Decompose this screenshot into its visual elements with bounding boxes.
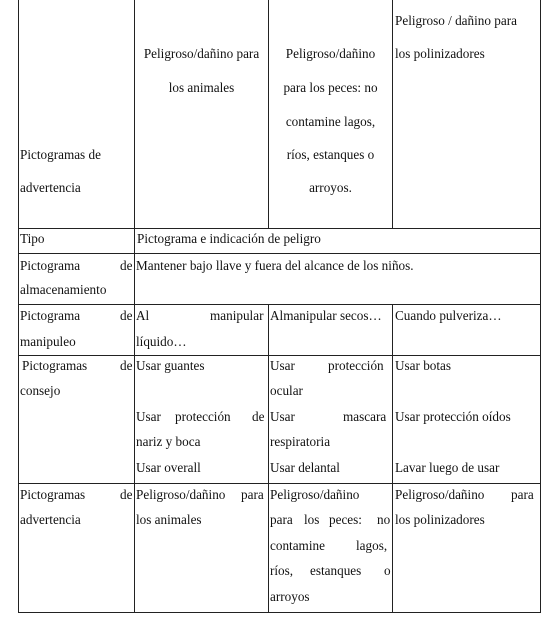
table-border-right [540, 0, 541, 613]
table-border-bottom [18, 612, 541, 613]
almacenamiento-label-c: almacenamiento [20, 282, 107, 297]
top-col3-line2: para los peces: no [283, 80, 378, 95]
consejo-label-a: Pictogramas [22, 358, 88, 373]
consejo-col3-r3: Usar delantal [270, 460, 340, 475]
advertencia-label-c: advertencia [20, 512, 81, 527]
advertencia-label-a: Pictogramas [20, 487, 86, 502]
advertencia-col3-l1: Peligroso/dañino [270, 487, 360, 502]
manipuleo-col2-c: líquido… [136, 334, 187, 349]
consejo-label-b: de [120, 358, 133, 373]
consejo-col2-r3: Usar overall [136, 460, 201, 475]
advertencia-col3-l3-b: lagos, [356, 538, 388, 553]
top-label-line1: Pictogramas de [20, 147, 101, 162]
consejo-col3-r1-b: protección [328, 358, 384, 373]
consejo-col4-r3: Lavar luego de usar [395, 460, 500, 475]
column-divider-3 [392, 0, 393, 228]
column-divider-2b [268, 304, 269, 613]
advertencia-col3-l4-a: ríos, [270, 563, 294, 578]
top-col2-line1: Peligroso/dañino para [143, 46, 260, 61]
advertencia-col2-b: para [241, 487, 264, 502]
almacenamiento-label-b: de [120, 258, 133, 273]
advertencia-col4-a: Peligroso/dañino [395, 487, 485, 502]
consejo-col3-r2-a: Usar [270, 409, 295, 424]
top-col3-line4: ríos, estanques o [286, 147, 375, 162]
top-label-line2: advertencia [20, 180, 81, 195]
advertencia-label-b: de [120, 487, 133, 502]
consejo-col2-r1: Usar guantes [136, 358, 205, 373]
consejo-col3-r1-a: Usar [270, 358, 295, 373]
consejo-col2-r2-b: protección [175, 409, 231, 424]
advertencia-col3-l3-a: contamine [270, 538, 325, 553]
consejo-col2-r2-d: nariz y boca [136, 434, 201, 449]
manipuleo-col2-b: manipular [210, 308, 264, 323]
almacenamiento-value: Mantener bajo llave y fuera del alcance de los niños. [136, 258, 414, 273]
consejo-col3-r2-b: mascara [343, 409, 387, 424]
top-col2-line2: los animales [168, 80, 235, 95]
column-divider-3b [392, 304, 393, 613]
top-col4-line1: Peligroso / dañino para [395, 13, 517, 28]
advertencia-col3-l2-a: para [270, 512, 293, 527]
tipo-value: Pictograma e indicación de peligro [137, 231, 321, 246]
manipuleo-label-c: manipuleo [20, 334, 76, 349]
manipuleo-label-a: Pictograma [20, 308, 81, 323]
manipuleo-col3: Almanipular secos… [270, 308, 382, 323]
advertencia-col3-l2-b: los [304, 512, 320, 527]
manipuleo-label-b: de [120, 308, 133, 323]
advertencia-col2-c: los animales [136, 512, 202, 527]
advertencia-col2-a: Peligroso/dañino [136, 487, 226, 502]
top-col3-line5: arroyos. [309, 180, 352, 195]
consejo-col2-r2-c: de [252, 409, 265, 424]
advertencia-col3-l2-c: peces: [329, 512, 362, 527]
consejo-col4-r2: Usar protección oídos [395, 409, 511, 424]
advertencia-col4-c: los polinizadores [395, 512, 485, 527]
manipuleo-col2-a: Al [136, 308, 150, 323]
advertencia-col3-l4-c: o [384, 563, 391, 578]
consejo-col3-r1-c: ocular [270, 383, 303, 398]
top-col3-line3: contamine lagos, [285, 114, 376, 129]
advertencia-col3-l2-d: no [377, 512, 391, 527]
advertencia-col3-l5: arroyos [270, 589, 310, 604]
top-col4-line2: los polinizadores [395, 46, 485, 61]
consejo-col3-r2-c: respiratoria [270, 434, 331, 449]
manipuleo-col4: Cuando pulveriza… [395, 308, 502, 323]
tipo-label: Tipo [20, 231, 45, 246]
top-col3-line1: Peligroso/dañino [285, 46, 376, 61]
consejo-label-c: consejo [20, 383, 61, 398]
almacenamiento-label-a: Pictograma [20, 258, 81, 273]
advertencia-col4-b: para [511, 487, 534, 502]
consejo-col2-r2-a: Usar [136, 409, 161, 424]
advertencia-col3-l4-b: estanques [310, 563, 362, 578]
table-border-left [18, 0, 19, 613]
consejo-col4-r1: Usar botas [395, 358, 452, 373]
